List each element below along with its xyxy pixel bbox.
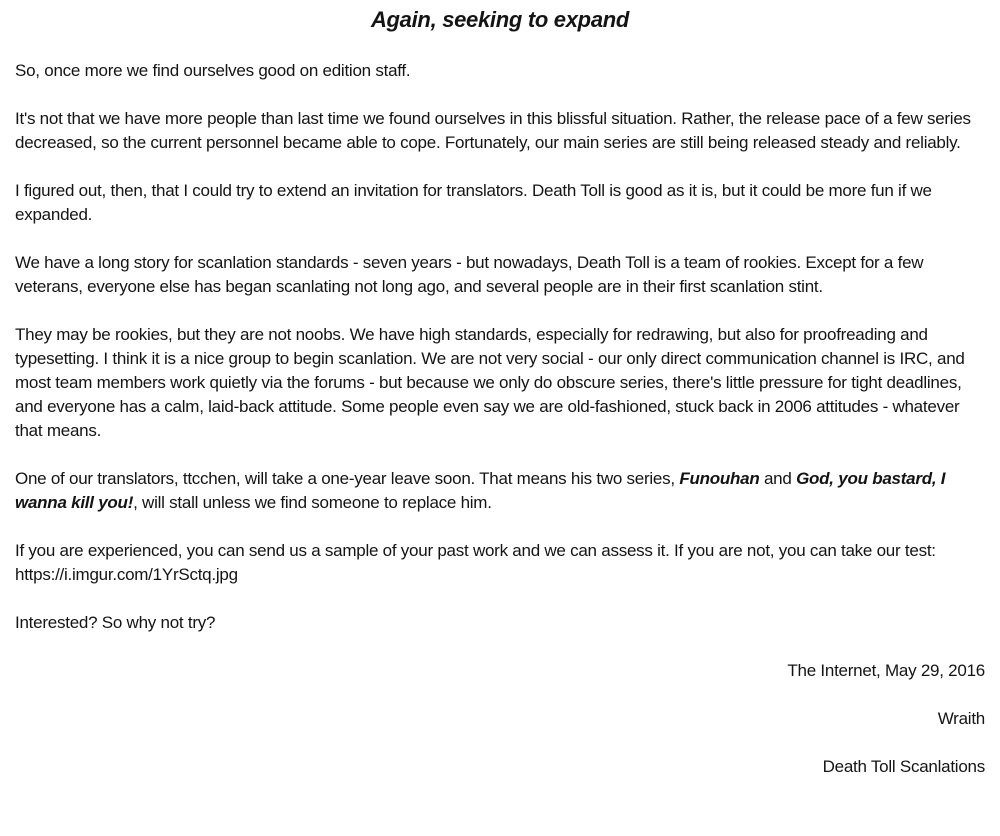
paragraph-7 bbox=[15, 539, 985, 587]
body-text: They may be rookies, but they are not noobs. We have high standards, especially for redrawing, but also for proofreading and typesetting. I think it is a nice group to begin scanlation. We are not very social - our only direct communication channel is IRC, and most team members work quietly via the forums - but because we only do obscure series, there's little pressure for tight deadlines, and everyone has a calm, laid-back attitude. Some people even say we are old-fashioned, stuck back in 2006 attitudes - whatever that means. bbox=[15, 325, 965, 440]
series-title-god-you-bastard: God, you bastard, I wanna kill you! bbox=[15, 469, 946, 512]
series-title-funouhan: Funouhan bbox=[679, 469, 760, 488]
document-page bbox=[0, 5, 1000, 779]
body-text: If you are experienced, you can send us a sample of your past work and we can assess it. If you are not, you can take our test: bbox=[15, 541, 936, 560]
body-text: We have a long story for scanlation standards - seven years - but nowadays, Death Toll is a team of rookies. Except for a few veterans, everyone else has began scanlating not long ago, and several people are in their first scanlation stint. bbox=[15, 253, 924, 296]
paragraph-1 bbox=[15, 59, 985, 83]
paragraph-3 bbox=[15, 179, 985, 227]
document-title: Again, seeking to expand bbox=[370, 7, 630, 32]
test-url: https://i.imgur.com/1YrSctq.jpg bbox=[15, 565, 238, 584]
signature-group: Death Toll Scanlations bbox=[822, 757, 985, 776]
paragraph-4 bbox=[15, 251, 985, 299]
paragraph-6 bbox=[15, 467, 985, 515]
body-text: I figured out, then, that I could try to extend an invitation for translators. Death Toll is good as it is, but it could be more fun if we expanded. bbox=[15, 181, 932, 224]
body-text: Interested? So why not try? bbox=[15, 613, 216, 632]
paragraph-8 bbox=[15, 611, 985, 635]
signature-dateline: The Internet, May 29, 2016 bbox=[787, 661, 985, 680]
paragraph-2 bbox=[15, 107, 985, 155]
body-text: , will stall unless we find someone to replace him. bbox=[133, 493, 492, 512]
body-text: and bbox=[759, 469, 797, 488]
body-text: One of our translators, ttcchen, will take a one-year leave soon. That means his two series, bbox=[15, 469, 680, 488]
paragraph-5 bbox=[15, 323, 985, 443]
signature-author: Wraith bbox=[937, 709, 985, 728]
body-text: It's not that we have more people than last time we found ourselves in this blissful situation. Rather, the release pace of a few series decreased, so the current personnel became able to cope. Fortunately, our main series are still being released steady and reliably. bbox=[15, 109, 971, 152]
body-text: So, once more we find ourselves good on edition staff. bbox=[15, 61, 411, 80]
